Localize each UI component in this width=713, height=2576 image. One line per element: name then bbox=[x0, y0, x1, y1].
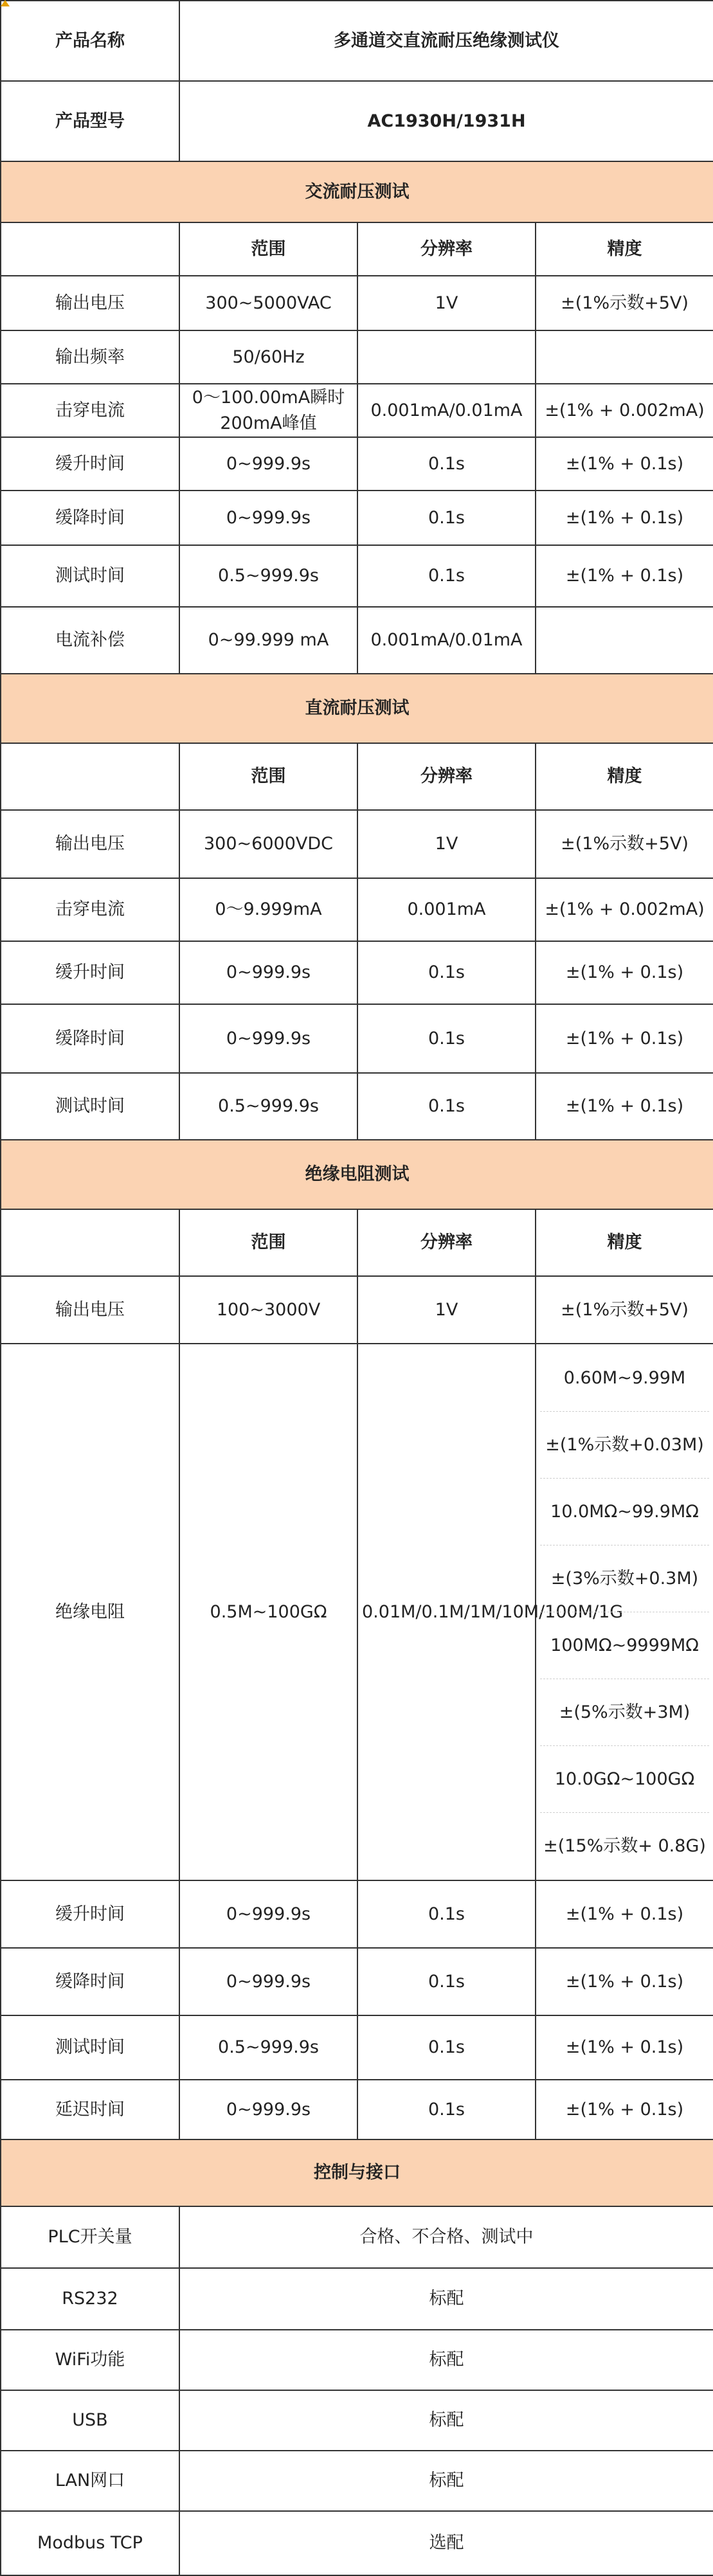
row-label: 缓降时间 bbox=[1, 1004, 179, 1073]
row-label: 缓降时间 bbox=[1, 491, 179, 545]
row-resolution bbox=[357, 330, 536, 384]
ir-header-resolution: 分辨率 bbox=[357, 1209, 536, 1276]
table-row bbox=[1, 2511, 713, 2575]
row-label: LAN网口 bbox=[1, 2451, 179, 2511]
product-model-row bbox=[1, 81, 713, 161]
product-name-value: 多通道交直流耐压绝缘测试仪 bbox=[179, 1, 713, 81]
row-value: 标配 bbox=[179, 2330, 713, 2390]
row-accuracy: ±(1% + 0.002mA) bbox=[536, 878, 713, 941]
ac-header-resolution: 分辨率 bbox=[357, 222, 536, 276]
row-accuracy bbox=[536, 330, 713, 384]
ir-column-header-row bbox=[1, 1209, 713, 1276]
ac-header-range: 范围 bbox=[179, 222, 357, 276]
dc-column-header-row bbox=[1, 743, 713, 810]
row-resolution: 0.01M/0.1M/1M/10M/100M/1G bbox=[357, 1344, 536, 1880]
ac-header-blank bbox=[1, 222, 179, 276]
row-value: 标配 bbox=[179, 2390, 713, 2451]
row-range: 300~6000VDC bbox=[179, 810, 357, 878]
product-model-label: 产品型号 bbox=[1, 81, 179, 161]
row-accuracy: ±(1% + 0.1s) bbox=[536, 2080, 713, 2139]
dc-header-blank bbox=[1, 743, 179, 810]
row-resolution: 1V bbox=[357, 810, 536, 878]
row-accuracy: ±(1% + 0.1s) bbox=[536, 491, 713, 545]
row-resolution: 0.1s bbox=[357, 1073, 536, 1140]
row-accuracy: ±(1% + 0.1s) bbox=[536, 2015, 713, 2080]
row-accuracy: ±(1% + 0.1s) bbox=[536, 1948, 713, 2015]
table-row bbox=[1, 878, 713, 941]
row-range: 0~999.9s bbox=[179, 437, 357, 491]
row-accuracy bbox=[536, 607, 713, 674]
accuracy-item: ±(3%示数+0.3M) bbox=[540, 1545, 709, 1612]
dc-section-header-row bbox=[1, 674, 713, 743]
row-label: 输出电压 bbox=[1, 810, 179, 878]
row-accuracy: ±(1% + 0.1s) bbox=[536, 941, 713, 1004]
row-resolution: 0.1s bbox=[357, 491, 536, 545]
row-accuracy: ±(1% + 0.1s) bbox=[536, 1073, 713, 1140]
table-row bbox=[1, 276, 713, 330]
dc-header-accuracy: 精度 bbox=[536, 743, 713, 810]
row-label: 缓升时间 bbox=[1, 437, 179, 491]
row-resolution: 0.1s bbox=[357, 1948, 536, 2015]
row-label: 缓降时间 bbox=[1, 1948, 179, 2015]
table-row bbox=[1, 607, 713, 674]
row-value: 选配 bbox=[179, 2511, 713, 2575]
accuracy-item: ±(15%示数+ 0.8G) bbox=[543, 1835, 706, 1856]
row-range: 0.5~999.9s bbox=[179, 1073, 357, 1140]
row-range: 50/60Hz bbox=[179, 330, 357, 384]
row-label: 测试时间 bbox=[1, 545, 179, 607]
ir-header-range: 范围 bbox=[179, 1209, 357, 1276]
accuracy-item: 0.60M~9.99M bbox=[540, 1345, 709, 1412]
row-resolution: 0.1s bbox=[357, 2080, 536, 2139]
ac-column-header-row bbox=[1, 222, 713, 276]
table-row bbox=[1, 941, 713, 1004]
row-label: 击穿电流 bbox=[1, 878, 179, 941]
table-row bbox=[1, 1948, 713, 2015]
row-resolution: 0.1s bbox=[357, 545, 536, 607]
row-label: 电流补偿 bbox=[1, 607, 179, 674]
table-row bbox=[1, 2080, 713, 2139]
row-range: 0～9.999mA bbox=[179, 878, 357, 941]
product-name-row bbox=[1, 1, 713, 81]
ir-section-header-row bbox=[1, 1140, 713, 1209]
row-resolution: 0.1s bbox=[357, 2015, 536, 2080]
row-label: USB bbox=[1, 2390, 179, 2451]
row-resolution: 1V bbox=[357, 276, 536, 330]
control-section-header-row bbox=[1, 2139, 713, 2206]
row-range: 100~3000V bbox=[179, 1276, 357, 1344]
row-label: 缓升时间 bbox=[1, 941, 179, 1004]
row-resolution: 0.1s bbox=[357, 437, 536, 491]
table-row bbox=[1, 2268, 713, 2330]
row-resolution: 0.001mA/0.01mA bbox=[357, 607, 536, 674]
row-label: 测试时间 bbox=[1, 2015, 179, 2080]
table-row bbox=[1, 2206, 713, 2268]
dc-header-range: 范围 bbox=[179, 743, 357, 810]
row-label: 击穿电流 bbox=[1, 384, 179, 437]
product-model-value: AC1930H/1931H bbox=[179, 81, 713, 161]
row-accuracy: ±(1% + 0.1s) bbox=[536, 1880, 713, 1948]
ir-accuracy-stack-cell bbox=[536, 1344, 713, 1880]
row-label: 缓升时间 bbox=[1, 1880, 179, 1948]
row-range: 0~999.9s bbox=[179, 2080, 357, 2139]
row-accuracy: ±(1% + 0.002mA) bbox=[536, 384, 713, 437]
dc-section-title: 直流耐压测试 bbox=[1, 674, 713, 743]
table-row bbox=[1, 810, 713, 878]
control-section-title: 控制与接口 bbox=[1, 2139, 713, 2206]
row-range: 0~999.9s bbox=[179, 491, 357, 545]
accuracy-item: 10.0GΩ~100GΩ bbox=[540, 1746, 709, 1813]
ir-header-blank bbox=[1, 1209, 179, 1276]
ac-section-header-row bbox=[1, 161, 713, 222]
row-accuracy: ±(1% + 0.1s) bbox=[536, 545, 713, 607]
row-resolution: 0.1s bbox=[357, 1880, 536, 1948]
table-row bbox=[1, 2330, 713, 2390]
ir-resistance-row bbox=[1, 1344, 713, 1880]
row-value: 标配 bbox=[179, 2268, 713, 2330]
row-range: 300~5000VAC bbox=[179, 276, 357, 330]
row-label: 测试时间 bbox=[1, 1073, 179, 1140]
row-range: 0.5M~100GΩ bbox=[179, 1344, 357, 1880]
row-range: 0.5~999.9s bbox=[179, 2015, 357, 2080]
accuracy-item: ±(5%示数+3M) bbox=[540, 1679, 709, 1746]
row-label: 输出频率 bbox=[1, 330, 179, 384]
row-label: RS232 bbox=[1, 2268, 179, 2330]
table-row bbox=[1, 1880, 713, 1948]
ir-accuracy-stack bbox=[540, 1345, 709, 1879]
table-row bbox=[1, 2015, 713, 2080]
table-row bbox=[1, 1073, 713, 1140]
row-label: 输出电压 bbox=[1, 276, 179, 330]
row-label: WiFi功能 bbox=[1, 2330, 179, 2390]
row-label: 延迟时间 bbox=[1, 2080, 179, 2139]
product-name-label: 产品名称 bbox=[1, 1, 179, 81]
row-label: PLC开关量 bbox=[1, 2206, 179, 2268]
corner-marker-icon bbox=[1, 0, 10, 6]
row-range: 0～100.00mA瞬时200mA峰值 bbox=[179, 384, 357, 437]
row-range: 0.5~999.9s bbox=[179, 545, 357, 607]
accuracy-item: 10.0MΩ~99.9MΩ bbox=[540, 1479, 709, 1545]
row-range: 0~999.9s bbox=[179, 941, 357, 1004]
row-value: 标配 bbox=[179, 2451, 713, 2511]
table-row bbox=[1, 1004, 713, 1073]
table-row bbox=[1, 545, 713, 607]
row-range: 0~999.9s bbox=[179, 1880, 357, 1948]
row-accuracy: ±(1%示数+5V) bbox=[536, 810, 713, 878]
row-resolution: 0.1s bbox=[357, 941, 536, 1004]
row-resolution: 0.001mA/0.01mA bbox=[357, 384, 536, 437]
row-label: 绝缘电阻 bbox=[1, 1344, 179, 1880]
row-range: 0~99.999 mA bbox=[179, 607, 357, 674]
table-row bbox=[1, 437, 713, 491]
ir-header-accuracy: 精度 bbox=[536, 1209, 713, 1276]
accuracy-item: ±(1%示数+0.03M) bbox=[540, 1412, 709, 1479]
ac-section-title: 交流耐压测试 bbox=[1, 161, 713, 222]
row-label: Modbus TCP bbox=[1, 2511, 179, 2575]
table-row bbox=[1, 2451, 713, 2511]
row-accuracy: ±(1%示数+5V) bbox=[536, 276, 713, 330]
row-accuracy: ±(1% + 0.1s) bbox=[536, 437, 713, 491]
table-row bbox=[1, 1276, 713, 1344]
row-resolution: 0.001mA bbox=[357, 878, 536, 941]
row-range: 0~999.9s bbox=[179, 1948, 357, 2015]
accuracy-item: 100MΩ~9999MΩ bbox=[540, 1612, 709, 1679]
row-value: 合格、不合格、测试中 bbox=[179, 2206, 713, 2268]
table-row bbox=[1, 491, 713, 545]
table-row bbox=[1, 384, 713, 437]
table-row bbox=[1, 330, 713, 384]
row-range: 0~999.9s bbox=[179, 1004, 357, 1073]
table-row bbox=[1, 2390, 713, 2451]
dc-header-resolution: 分辨率 bbox=[357, 743, 536, 810]
ir-section-title: 绝缘电阻测试 bbox=[1, 1140, 713, 1209]
row-resolution: 0.1s bbox=[357, 1004, 536, 1073]
row-resolution: 1V bbox=[357, 1276, 536, 1344]
row-accuracy: ±(1%示数+5V) bbox=[536, 1276, 713, 1344]
ac-header-accuracy: 精度 bbox=[536, 222, 713, 276]
row-accuracy: ±(1% + 0.1s) bbox=[536, 1004, 713, 1073]
row-label: 输出电压 bbox=[1, 1276, 179, 1344]
